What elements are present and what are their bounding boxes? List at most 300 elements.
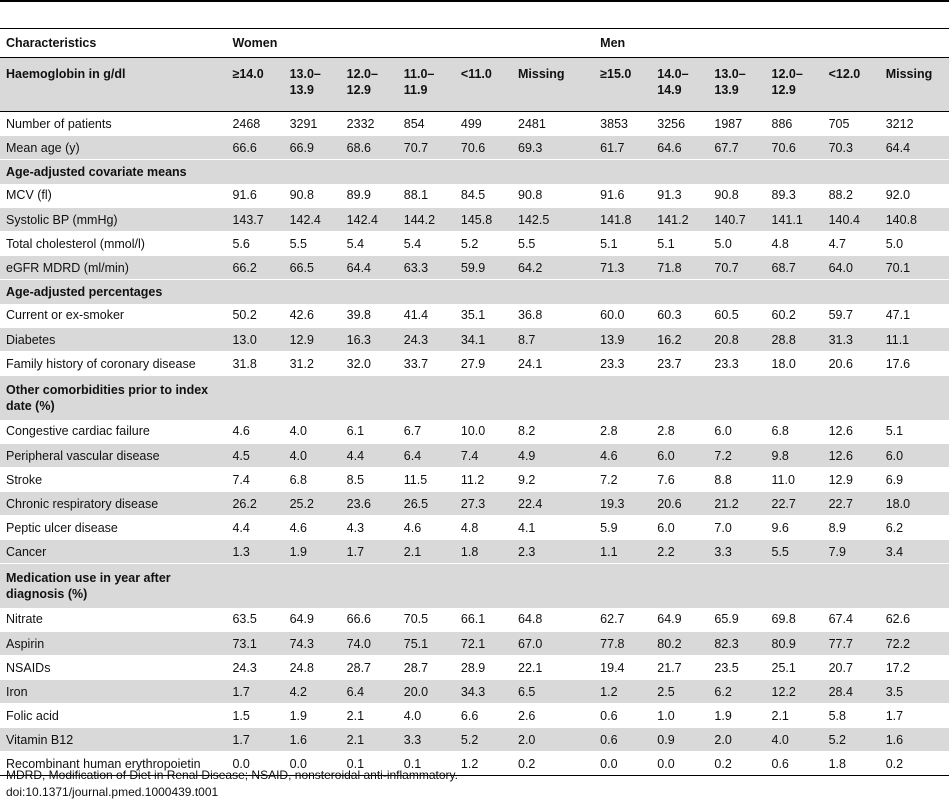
table-cell: 74.3 [289,636,314,651]
table-cell: 8.7 [518,332,536,347]
table-cell: 89.3 [771,188,796,203]
table-cell: 1.5 [232,708,250,723]
footnote-abbreviations: MDRD, Modification of Diet in Renal Disease; NSAID, nonsteroidal anti-inflammatory. [6,768,458,782]
table-cell: 12.9 [828,472,853,487]
table-cell: 28.8 [771,332,796,347]
table-cell: 34.3 [460,684,486,699]
table-cell: 71.8 [657,260,682,275]
table-cell: 3212 [885,116,914,131]
header-men: Men [600,36,626,50]
table-cell: 4.8 [771,236,789,251]
table-row [0,492,949,516]
table-cell: 0.2 [714,756,732,771]
table-cell: 31.8 [232,356,257,371]
table-cell: 20.0 [403,684,429,699]
table-cell: 854 [403,116,425,131]
table-cell: 0.2 [518,756,536,771]
table-cell: 6.4 [346,684,365,699]
table-cell: 4.1 [518,520,536,535]
table-cell: 66.6 [346,612,372,627]
table-cell: 2.1 [346,708,365,723]
table-cell: 4.6 [403,520,422,535]
table-cell: 72.2 [885,636,911,651]
section-label: Age-adjusted covariate means [6,164,187,179]
section-filler [226,564,949,608]
table-cell: 73.1 [232,636,257,651]
table-cell: 140.4 [828,212,860,227]
table-row [0,516,949,540]
table-cell: 70.3 [828,140,853,155]
table-cell: 140.8 [885,212,917,227]
table-cell: 9.6 [771,520,789,535]
table-row [0,608,949,632]
row-label: Nitrate [6,612,43,627]
table-cell: 2.5 [657,684,675,699]
table-cell: 6.0 [657,448,675,463]
table-cell: 12.6 [828,448,853,463]
table-cell: 64.2 [518,260,543,275]
table-cell: 17.6 [885,356,911,371]
table-cell: 886 [771,116,793,131]
table-cell: 3.3 [403,732,422,747]
table-row [0,540,949,564]
table-cell: 6.2 [714,684,732,699]
table-cell: 7.2 [600,472,618,487]
table-cell: 3853 [600,116,628,131]
hb-women-col: Missing [518,67,565,81]
table-cell: 19.4 [600,660,625,675]
table-cell: 2481 [518,116,546,131]
table-cell: 6.4 [403,448,422,463]
section-filler [226,376,949,420]
table-cell: 5.1 [657,236,675,251]
table-cell: 2.0 [714,732,732,747]
table-cell: 90.8 [518,188,543,203]
table-cell: 22.4 [518,496,543,511]
table-cell: 143.7 [232,212,264,227]
table-cell: 3.3 [714,544,732,559]
table-cell: 7.4 [460,448,479,463]
table-cell: 1.2 [460,756,479,771]
table-cell: 6.9 [885,472,904,487]
row-label: Number of patients [6,116,112,131]
table-cell: 7.2 [714,448,732,463]
table-cell: 1987 [714,116,743,131]
table-cell: 0.6 [771,756,789,771]
table-cell: 27.9 [460,356,486,371]
table-cell: 6.0 [714,424,732,439]
hb-men-col: ≥15.0 [600,67,632,81]
table-cell: 41.4 [403,308,429,323]
table-cell: 70.6 [460,140,486,155]
table-cell: 13.0 [232,332,257,347]
table-cell: 4.0 [289,424,307,439]
row-label: MCV (fl) [6,188,52,203]
table-cell: 7.4 [232,472,250,487]
table-cell: 25.1 [771,660,796,675]
table-cell: 67.4 [828,612,853,627]
row-label: Total cholesterol (mmol/l) [6,236,145,251]
row-label: Diabetes [6,332,56,347]
table-cell: 5.5 [771,544,789,559]
table-row [0,328,949,352]
table-cell: 12.2 [771,684,796,699]
table-cell: 75.1 [403,636,429,651]
table-cell: 67.0 [518,636,543,651]
table-cell: 1.9 [714,708,732,723]
table-cell: 66.6 [232,140,257,155]
table-cell: 4.0 [403,708,422,723]
table-cell: 3.4 [885,544,904,559]
table-cell: 22.1 [518,660,543,675]
table-cell: 0.2 [885,756,904,771]
table-cell: 1.7 [885,708,904,723]
table-row [0,112,949,136]
table-cell: 5.0 [714,236,732,251]
table-cell: 17.2 [885,660,911,675]
table-cell: 88.2 [828,188,853,203]
table-cell: 8.5 [346,472,365,487]
row-label: Stroke [6,472,43,487]
table-cell: 5.6 [232,236,250,251]
table-cell: 705 [828,116,850,131]
table-cell: 69.8 [771,612,796,627]
table-cell: 59.7 [828,308,853,323]
table-cell: 64.4 [346,260,372,275]
table-cell: 23.5 [714,660,739,675]
table-cell: 5.5 [289,236,307,251]
table-cell: 6.0 [657,520,675,535]
haemoglobin-header-row [0,58,949,112]
table-cell: 1.8 [828,756,846,771]
table-cell: 80.2 [657,636,682,651]
table-cell: 20.8 [714,332,739,347]
table-cell: 71.3 [600,260,625,275]
table-cell: 74.0 [346,636,372,651]
table-cell: 499 [460,116,482,131]
table-cell: 2.2 [657,544,675,559]
table-cell: 2.1 [403,544,422,559]
table-cell: 7.0 [714,520,732,535]
hb-women-col: <11.0 [460,67,492,81]
table-cell: 141.8 [600,212,632,227]
table-cell: 42.6 [289,308,314,323]
table-cell: 140.7 [714,212,746,227]
hb-women-col: 11.0–11.9 [403,67,435,97]
table-cell: 5.8 [828,708,846,723]
table-cell: 3.5 [885,684,904,699]
row-label: eGFR MDRD (ml/min) [6,260,129,275]
table-cell: 13.9 [600,332,625,347]
table-cell: 6.7 [403,424,422,439]
table-cell: 2.1 [771,708,789,723]
table-cell: 0.0 [657,756,675,771]
table-cell: 2.1 [346,732,365,747]
table-cell: 23.6 [346,496,372,511]
table-cell: 24.3 [232,660,257,675]
table-cell: 1.8 [460,544,479,559]
table-cell: 0.1 [346,756,365,771]
row-label: Aspirin [6,636,45,651]
table-cell: 4.4 [232,520,250,535]
table-cell: 2.8 [600,424,618,439]
table-cell: 80.9 [771,636,796,651]
header-row [0,29,949,58]
table-cell: 70.6 [771,140,796,155]
header-women: Women [232,36,278,50]
table-cell: 28.7 [346,660,372,675]
table-cell: 66.1 [460,612,486,627]
table-cell: 4.8 [460,520,479,535]
table-cell: 5.0 [885,236,904,251]
table-cell: 4.0 [771,732,789,747]
section-header-row [0,160,949,184]
hb-men-col: 12.0–12.9 [771,67,803,97]
table-cell: 5.9 [600,520,618,535]
characteristics-table [0,28,949,776]
hb-women-col: ≥14.0 [232,67,264,81]
table-cell: 22.7 [828,496,853,511]
table-cell: 77.8 [600,636,625,651]
table-cell: 47.1 [885,308,911,323]
table-cell: 21.7 [657,660,682,675]
table-cell: 5.2 [460,732,479,747]
table-cell: 91.6 [600,188,625,203]
row-label: Peptic ulcer disease [6,520,118,535]
table-cell: 6.8 [289,472,307,487]
table-cell: 3256 [657,116,686,131]
table-cell: 2.6 [518,708,536,723]
table-row [0,656,949,680]
table-cell: 64.8 [518,612,543,627]
table-row [0,632,949,656]
table-cell: 91.3 [657,188,682,203]
row-label: NSAIDs [6,660,51,675]
table-cell: 6.1 [346,424,365,439]
table-cell: 64.9 [657,612,682,627]
table-row [0,420,949,444]
table-top-rule [0,0,949,2]
table-cell: 60.2 [771,308,796,323]
table-cell: 5.2 [460,236,479,251]
table-cell: 90.8 [714,188,739,203]
table-cell: 26.2 [232,496,257,511]
table-cell: 2.0 [518,732,536,747]
hb-men-col: 13.0–13.9 [714,67,746,97]
table-cell: 21.2 [714,496,739,511]
table-cell: 5.1 [885,424,904,439]
table-row [0,728,949,752]
row-label: Recombinant human erythropoietin [6,756,201,771]
row-label: Family history of coronary disease [6,356,196,371]
table-cell: 4.4 [346,448,365,463]
table-cell: 4.2 [289,684,307,699]
table-cell: 1.7 [232,684,250,699]
table-cell: 4.6 [232,424,250,439]
table-cell: 11.5 [403,472,428,487]
table-cell: 8.9 [828,520,846,535]
table-cell: 2468 [232,116,261,131]
table-cell: 11.2 [460,472,485,487]
table-cell: 142.4 [289,212,321,227]
table-cell: 70.5 [403,612,429,627]
table-cell: 20.6 [828,356,853,371]
table-cell: 141.1 [771,212,803,227]
table-cell: 28.7 [403,660,429,675]
table-cell: 66.2 [232,260,257,275]
row-label: Peripheral vascular disease [6,448,160,463]
table-cell: 18.0 [885,496,911,511]
table-cell: 69.3 [518,140,543,155]
row-label: Systolic BP (mmHg) [6,212,118,227]
hb-women-col: 13.0–13.9 [289,67,321,97]
table-cell: 8.8 [714,472,732,487]
table-cell: 20.6 [657,496,682,511]
table-cell: 64.9 [289,612,314,627]
table-cell: 2.8 [657,424,675,439]
table-cell: 32.0 [346,356,372,371]
table-cell: 9.8 [771,448,789,463]
table-cell: 4.6 [289,520,307,535]
table-cell: 4.7 [828,236,846,251]
table-row [0,232,949,256]
table-cell: 1.0 [657,708,675,723]
table-cell: 145.8 [460,212,493,227]
table-cell: 60.0 [600,308,625,323]
table-cell: 88.1 [403,188,429,203]
table-row [0,680,949,704]
table-row [0,256,949,280]
table-cell: 68.7 [771,260,796,275]
section-label: Medication use in year after diagnosis (%) [6,570,171,601]
table-cell: 144.2 [403,212,436,227]
table-cell: 4.6 [600,448,618,463]
table-cell: 23.7 [657,356,682,371]
header-characteristics: Characteristics [6,36,97,50]
table-cell: 16.3 [346,332,372,347]
section-header-row [0,376,949,420]
table-cell: 28.9 [460,660,486,675]
table-cell: 5.4 [346,236,365,251]
section-header-row [0,280,949,304]
table-cell: 24.8 [289,660,314,675]
table-cell: 11.0 [771,472,795,487]
table-cell: 1.6 [289,732,307,747]
table-cell: 70.7 [714,260,739,275]
table-cell: 4.9 [518,448,536,463]
table-cell: 64.4 [885,140,911,155]
table-cell: 0.0 [289,756,307,771]
table-cell: 8.2 [518,424,536,439]
table-cell: 65.9 [714,612,739,627]
table-cell: 22.7 [771,496,796,511]
table-cell: 0.6 [600,732,618,747]
table-cell: 6.6 [460,708,479,723]
footnote-doi: doi:10.1371/journal.pmed.1000439.t001 [6,785,219,799]
table-cell: 89.9 [346,188,372,203]
table-cell: 31.3 [828,332,853,347]
table-cell: 92.0 [885,188,911,203]
table-cell: 4.5 [232,448,250,463]
table-row [0,136,949,160]
table-cell: 23.3 [714,356,739,371]
table-row [0,704,949,728]
table-cell: 72.1 [460,636,486,651]
table-cell: 1.7 [346,544,365,559]
table-cell: 2332 [346,116,375,131]
table-cell: 6.5 [518,684,536,699]
table-cell: 0.9 [657,732,675,747]
table-cell: 24.3 [403,332,429,347]
table-cell: 12.9 [289,332,314,347]
table-cell: 27.3 [460,496,486,511]
table-cell: 1.9 [289,544,307,559]
table-cell: 6.0 [885,448,904,463]
hb-women-col: 12.0–12.9 [346,67,378,97]
section-filler [226,160,949,184]
row-label: Folic acid [6,708,59,723]
table-cell: 77.7 [828,636,853,651]
table-cell: 39.8 [346,308,372,323]
row-label: Chronic respiratory disease [6,496,159,511]
table-cell: 90.8 [289,188,314,203]
table-cell: 64.0 [828,260,853,275]
table-cell: 62.6 [885,612,911,627]
table-cell: 63.5 [232,612,257,627]
table-row [0,444,949,468]
table-cell: 1.3 [232,544,250,559]
table-cell: 36.8 [518,308,543,323]
table-cell: 141.2 [657,212,689,227]
table-cell: 67.7 [714,140,739,155]
table-cell: 6.8 [771,424,789,439]
table-cell: 142.5 [518,212,550,227]
row-label: Vitamin B12 [6,732,74,747]
section-label: Other comorbidities prior to index date (%) [6,382,209,413]
table-cell: 50.2 [232,308,257,323]
table-cell: 1.7 [232,732,250,747]
table-cell: 20.7 [828,660,853,675]
table-cell: 0.1 [403,756,422,771]
table-cell: 68.6 [346,140,372,155]
table-cell: 23.3 [600,356,625,371]
table-cell: 2.3 [518,544,536,559]
row-label: Current or ex-smoker [6,308,125,323]
hb-men-col: <12.0 [828,67,861,81]
table-cell: 62.7 [600,612,625,627]
table-cell: 33.7 [403,356,429,371]
table-cell: 35.1 [460,308,486,323]
section-filler [226,280,949,304]
table-row [0,208,949,232]
table-cell: 91.6 [232,188,257,203]
table-cell: 10.0 [460,424,486,439]
table-cell: 66.9 [289,140,314,155]
table-cell: 26.5 [403,496,429,511]
table-cell: 34.1 [460,332,486,347]
table-cell: 7.9 [828,544,846,559]
row-label: Congestive cardiac failure [6,424,150,439]
table-cell: 3291 [289,116,318,131]
table-cell: 5.4 [403,236,422,251]
section-label: Age-adjusted percentages [6,284,163,299]
table-cell: 24.1 [518,356,543,371]
hb-men-col: Missing [885,67,933,81]
row-label: Mean age (y) [6,140,80,155]
table-cell: 6.2 [885,520,904,535]
table-row [0,304,949,328]
table-cell: 9.2 [518,472,536,487]
